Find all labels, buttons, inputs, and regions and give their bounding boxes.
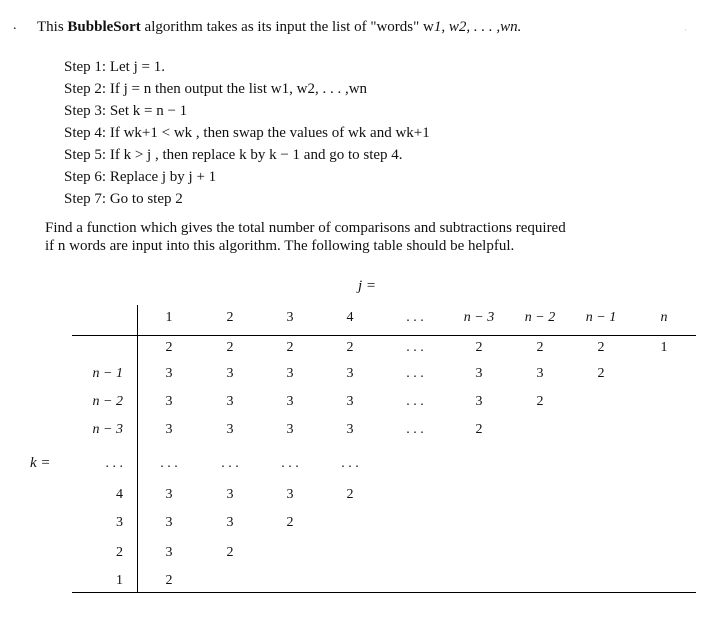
table-cell: 3 — [165, 394, 173, 409]
table-cell: . . . — [406, 422, 424, 437]
row-label-8: 2 — [116, 545, 123, 560]
step-3: Step 3: Set k = n − 1 — [64, 103, 188, 119]
table-top-rule — [72, 335, 696, 336]
column-header-3: 3 — [286, 310, 294, 325]
column-header-9: n — [660, 310, 668, 325]
step-1: Step 1: Let j = 1. — [64, 59, 165, 75]
intro-list: 1, w2, . . . ,wn. — [433, 19, 522, 35]
table-cell: 3 — [165, 515, 173, 530]
table-cell: 3 — [346, 366, 354, 381]
table-cell: 3 — [475, 366, 483, 381]
table-cell: 3 — [346, 422, 354, 437]
question-line-1: Find a function which gives the total number of comparisons and subtractions required — [45, 220, 566, 236]
table-cell: 3 — [286, 487, 294, 502]
row-label-5: . . . — [105, 456, 123, 471]
table-cell: 2 — [536, 394, 544, 409]
table-cell: 3 — [346, 394, 354, 409]
step-6: Step 6: Replace j by j + 1 — [64, 169, 217, 185]
table-cell: 2 — [536, 340, 544, 355]
column-header-5: . . . — [406, 310, 424, 325]
table-cell: 3 — [165, 366, 173, 381]
row-label-4: n − 3 — [92, 422, 123, 437]
table-cell: 2 — [226, 340, 234, 355]
table-cell: 2 — [475, 422, 483, 437]
step-7: Step 7: Go to step 2 — [64, 191, 183, 207]
table-cell: 1 — [660, 340, 668, 355]
row-label-6: 4 — [116, 487, 123, 502]
table-cell: . . . — [406, 394, 424, 409]
table-cell: . . . — [406, 366, 424, 381]
row-label-9: 1 — [116, 573, 123, 588]
table-cell: 3 — [286, 366, 294, 381]
intro-suffix: algorithm takes as its input the list of "words" w — [140, 19, 434, 35]
k-axis-label: k = — [30, 455, 51, 471]
step-5: Step 5: If k > j , then replace k by k − 1 and go to step 4. — [64, 147, 403, 163]
bullet-mark: . — [13, 18, 17, 33]
table-cell: 3 — [226, 422, 234, 437]
table-cell: . . . — [221, 456, 239, 471]
column-header-7: n − 2 — [524, 310, 556, 325]
table-cell: 2 — [226, 545, 234, 560]
row-label-3: n − 2 — [92, 394, 123, 409]
corner-mark: · — [684, 26, 687, 35]
table-cell: 3 — [226, 487, 234, 502]
table-cell: 2 — [597, 366, 605, 381]
column-header-6: n − 3 — [463, 310, 495, 325]
table-cell: 3 — [286, 422, 294, 437]
table-cell: 2 — [597, 340, 605, 355]
table-cell: 3 — [165, 422, 173, 437]
table-cell: 3 — [286, 394, 294, 409]
row-label-2: n − 1 — [92, 366, 123, 381]
table-cell: 3 — [165, 545, 173, 560]
table-cell: 3 — [475, 394, 483, 409]
row-label-7: 3 — [116, 515, 123, 530]
table-vertical-rule — [137, 305, 138, 593]
algorithm-name: BubbleSort — [67, 19, 141, 35]
table-cell: . . . — [341, 456, 359, 471]
table-cell: 2 — [165, 340, 173, 355]
table-cell: 3 — [226, 394, 234, 409]
table-cell: 3 — [536, 366, 544, 381]
intro-prefix: This — [37, 19, 68, 35]
table-cell: 2 — [346, 487, 354, 502]
table-cell: 2 — [165, 573, 173, 588]
table-cell: 2 — [346, 340, 354, 355]
table-cell: 2 — [286, 340, 294, 355]
column-header-1: 1 — [165, 310, 173, 325]
table-cell: 2 — [286, 515, 294, 530]
question-line-2: if n words are input into this algorithm. The following table should be helpful. — [45, 238, 515, 254]
table-cell: 3 — [226, 366, 234, 381]
table-cell: . . . — [281, 456, 299, 471]
column-header-8: n − 1 — [585, 310, 617, 325]
table-cell: 3 — [226, 515, 234, 530]
table-cell: 2 — [475, 340, 483, 355]
table-bottom-rule — [72, 592, 696, 593]
table-cell: . . . — [406, 340, 424, 355]
column-header-4: 4 — [346, 310, 354, 325]
column-header-2: 2 — [226, 310, 234, 325]
step-4: Step 4: If wk+1 < wk , then swap the values of wk and wk+1 — [64, 125, 430, 141]
j-axis-label: j = — [358, 278, 377, 294]
step-2: Step 2: If j = n then output the list w1, w2, . . . ,wn — [64, 81, 368, 97]
table-cell: 3 — [165, 487, 173, 502]
table-cell: . . . — [160, 456, 178, 471]
